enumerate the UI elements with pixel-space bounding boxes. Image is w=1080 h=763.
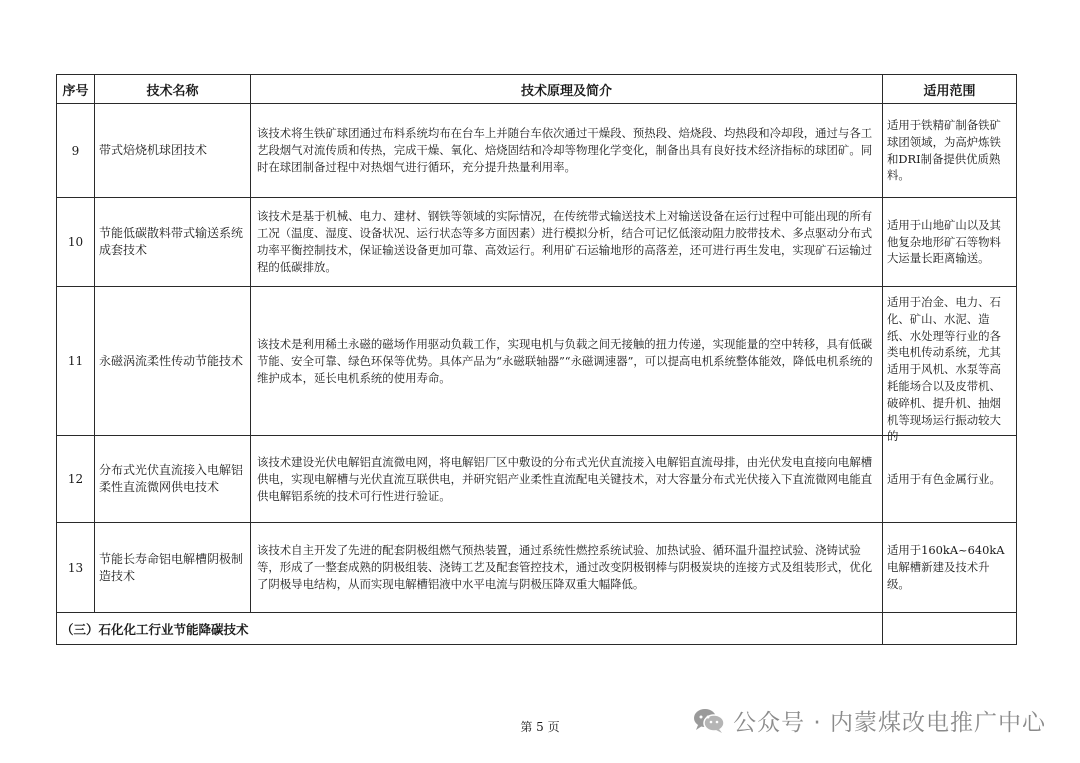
row-number: 12 (57, 436, 95, 523)
table-row (57, 198, 1017, 287)
tech-name: 分布式光伏直流接入电解铝柔性直流微网供电技术 (95, 436, 251, 523)
technology-table (56, 74, 1017, 645)
tech-name: 节能长寿命铝电解槽阴极制造技术 (95, 523, 251, 613)
tech-name: 带式焙烧机球团技术 (95, 104, 251, 198)
tech-scope: 适用于山地矿山以及其他复杂地形矿石等物料大运量长距离输送。 (883, 198, 1017, 287)
watermark (693, 704, 1046, 737)
header-tech-name: 技术名称 (95, 75, 251, 104)
tech-principle: 该技术是基于机械、电力、建材、钢铁等领域的实际情况，在传统带式输送技术上对输送设备在运行过程中可能出现的所有工况（温度、湿度、设备状况、运行状态等多方面因素）进行模拟分析，结合可记忆低滚动阻力胶带技术、多点驱动分布式功率平衡控制技术，保证输送设备更加可靠、高效运行。利用矿石运输地形的高落差，还可进行再生发电，实现矿石运输过程的低碳排放。 (251, 198, 883, 287)
watermark-text: 公众号 · 内蒙煤改电推广中心 (733, 710, 1046, 736)
page-number: 第 5 页 (520, 720, 560, 734)
table-header-row (57, 75, 1017, 104)
tech-scope-cell (883, 287, 1017, 444)
tech-scope: 适用于铁精矿制备铁矿球团领域，为高炉炼铁和DRI制备提供优质熟料。 (883, 104, 1017, 198)
header-no: 序号 (57, 75, 95, 104)
table-row (57, 104, 1017, 198)
tech-principle: 该技术是利用稀土永磁的磁场作用驱动负载工作，实现电机与负载之间无接触的扭力传递，实现能量的空中转移，具有低碳节能、安全可靠、绿色环保等优势。具体产品为“永磁联轴器”“永磁调速器”，可以提高电机系统整体能效，降低电机系统的维护成本，延长电机系统的使用寿命。 (251, 287, 883, 436)
tech-principle: 该技术将生铁矿球团通过布料系统均布在台车上并随台车依次通过干燥段、预热段、焙烧段、均热段和冷却段，通过与各工艺段烟气对流传质和传热，完成干燥、氧化、焙烧固结和冷却等物理化学变化，制备出具有良好技术经济指标的球团矿。同时在球团制备过程中对热烟气进行循环，充分提升热量利用率。 (251, 104, 883, 198)
tech-principle: 该技术自主开发了先进的配套阴极组燃气预热装置，通过系统性燃控系统试验、加热试验、循环温升温控试验、浇铸试验等，形成了一整套成熟的阴极组装、浇铸工艺及配套管控技术，通过改变阴极钢棒与阴极炭块的连接方式及组装形式，优化了阴极导电结构，从而实现电解槽铝液中水平电流与阴极压降双重大幅降低。 (251, 523, 883, 613)
row-number: 9 (57, 104, 95, 198)
row-number: 13 (57, 523, 95, 613)
tech-scope: 适用于冶金、电力、石化、矿山、水泥、造纸、水处理等行业的各类电机传动系统，尤其适用于风机、水泵等高耗能场合以及皮带机、破碎机、提升机、抽烟机等现场运行振动较大的 (887, 295, 1001, 444)
table-row (57, 287, 1017, 436)
row-number: 10 (57, 198, 95, 287)
tech-scope: 适用于有色金属行业。 (883, 436, 1017, 523)
table-row (57, 436, 1017, 523)
section-row (57, 613, 1017, 645)
header-scope: 适用范围 (883, 75, 1017, 104)
section-title: （三）石化化工行业节能降碳技术 (57, 613, 883, 645)
tech-name: 节能低碳散料带式输送系统成套技术 (95, 198, 251, 287)
section-empty-cell (883, 613, 1017, 645)
table-row (57, 523, 1017, 613)
header-principle: 技术原理及简介 (251, 75, 883, 104)
tech-principle: 该技术建设光伏电解铝直流微电网，将电解铝厂区中敷设的分布式光伏直流接入电解铝直流母排，由光伏发电直接向电解槽供电，实现电解槽与光伏直流互联供电，并研究铝产业柔性直流配电关键技术，对大容量分布式光伏接入下直流微网电能直供电解铝系统的技术可行性进行验证。 (251, 436, 883, 523)
row-number: 11 (57, 287, 95, 436)
tech-name: 永磁涡流柔性传动节能技术 (95, 287, 251, 436)
tech-scope: 适用于160kA~640kA电解槽新建及技术升级。 (883, 523, 1017, 613)
wechat-icon (693, 708, 725, 734)
